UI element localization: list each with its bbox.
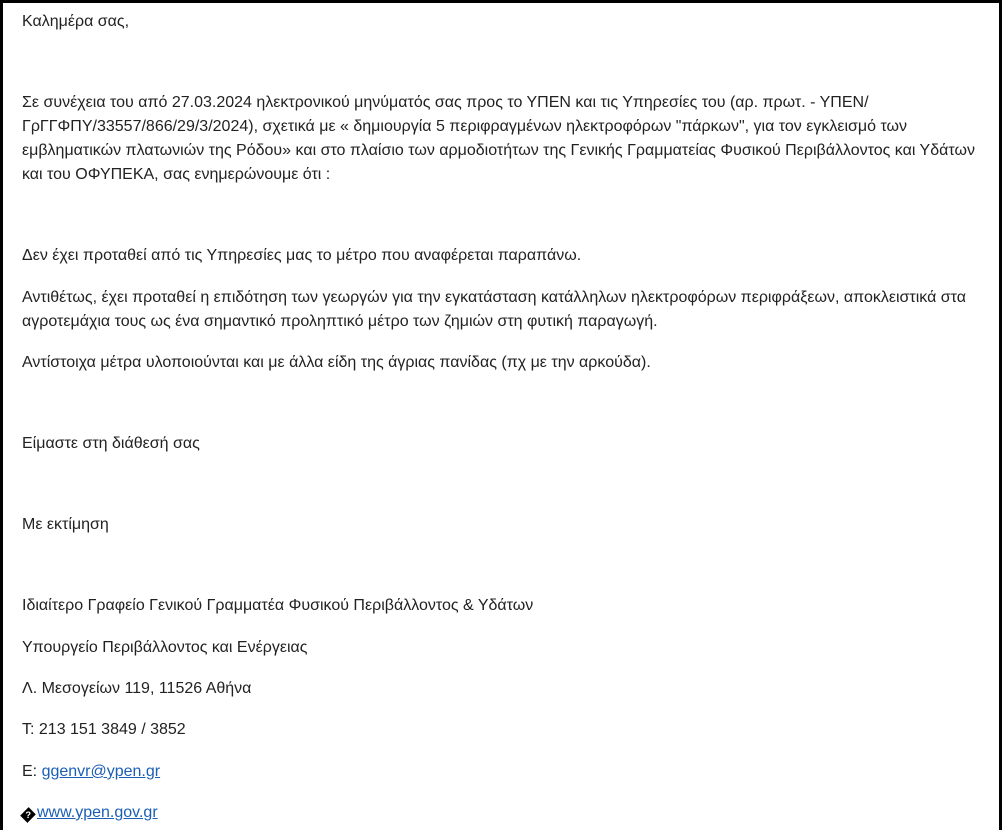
replacement-character-icon: ? bbox=[20, 807, 36, 823]
intro-line-3: εμβληματικών πλατωνιών της Ρόδου» και στο πλαίσιο των αρμοδιοτήτων της Γενικής Γραμματείας Φυσικού Περιβάλλοντος και Υδάτων bbox=[22, 142, 975, 159]
intro-paragraph bbox=[22, 91, 990, 187]
intro-line-2: ΓρΓΓΦΠΥ/33557/866/29/3/2024), σχετικά με « δημιουργία 5 περιφραγμένων ηλεκτροφόρων "πάρκων", για τον εγκλεισμό των bbox=[22, 118, 908, 135]
intro-line-4: και του ΟΦΥΠΕΚΑ, σας ενημερώνουμε ότι : bbox=[22, 166, 331, 183]
closing-text: Με εκτίμηση bbox=[22, 516, 109, 533]
signature-ministry: Υπουργείο Περιβάλλοντος και Ενέργειας bbox=[22, 639, 308, 656]
subsidy-line-2: αγροτεμάχια τους ως ένα σημαντικό προληπτικό μέτρο των ζημιών στη φυτική παραγωγή. bbox=[22, 313, 658, 330]
paragraph-subsidy bbox=[22, 286, 990, 334]
email-link[interactable]: ggenvr@ypen.gr bbox=[41, 763, 161, 780]
availability-text: Είμαστε στη διάθεσή σας bbox=[22, 435, 200, 452]
signature-office: Ιδιαίτερο Γραφείο Γενικού Γραμματέα Φυσικού Περιβάλλοντος & Υδάτων bbox=[22, 597, 534, 614]
subsidy-line-1: Αντιθέτως, έχει προταθεί η επιδότηση των γεωργών για την εγκατάσταση κατάλληλων ηλεκτροφόρων περιφράξεων, αποκλειστικά στα bbox=[22, 289, 966, 306]
website-link[interactable]: www.ypen.gov.gr bbox=[37, 804, 158, 821]
paragraph-other-species: Αντίστοιχα μέτρα υλοποιούνται και με άλλα είδη της άγριας πανίδας (πχ με την αρκούδα). bbox=[22, 354, 651, 371]
signature-web-row bbox=[22, 801, 158, 825]
intro-line-1: Σε συνέχεια του από 27.03.2024 ηλεκτρονικού μηνύματός σας προς το ΥΠΕΝ και τις Υπηρεσίες του (αρ. πρωτ. - ΥΠΕΝ/ bbox=[22, 94, 869, 111]
signature-address: Λ. Μεσογείων 119, 11526 Αθήνα bbox=[22, 680, 252, 697]
signature-phone: T: 213 151 3849 / 3852 bbox=[22, 721, 186, 738]
signature-email-row bbox=[22, 760, 160, 784]
paragraph-no-proposal: Δεν έχει προταθεί από τις Υπηρεσίες μας το μέτρο που αναφέρεται παραπάνω. bbox=[22, 247, 582, 264]
greeting-text: Καλημέρα σας, bbox=[22, 13, 130, 30]
email-prefix: E: bbox=[22, 763, 42, 780]
